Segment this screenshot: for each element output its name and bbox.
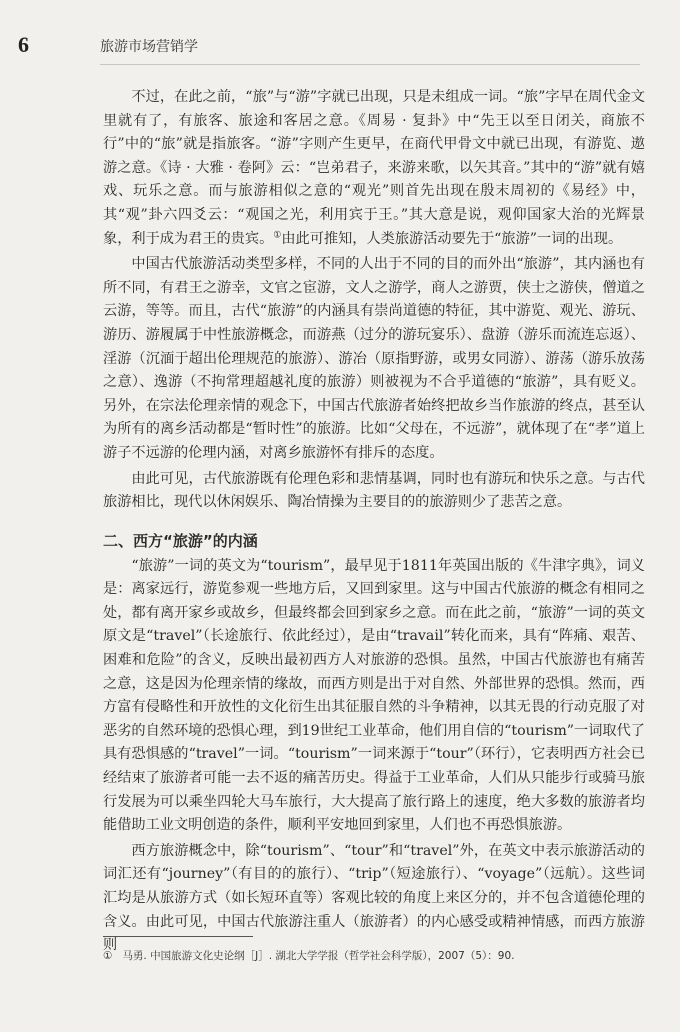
page-number: 6 (18, 32, 29, 57)
footnote-mark: ① (103, 950, 113, 962)
header-rule (100, 64, 640, 65)
body-text (103, 86, 645, 960)
footnote-ref[interactable]: ① (273, 229, 282, 240)
paragraph-1-text: 不过，在此之前，“旅”与“游”字就已出现，只是未组成一词。“旅”字早在周代金文里就有了，有旅客、旅途和客居之意。《周易 · 复卦》中“先王以至日闭关，商旅不行”中的“旅”就是指旅客。“游”字则产生更早，在商代甲骨文中就已出现，有游览、遨游之意。《诗 · 大雅 · 卷阿》云：“岂弟君子，来游来歌，以矢其音。”其中的“游”就有嬉戏、玩乐之意。而与旅游相似之意的“观光”则首先出现在殷末周初的《易经》中，其“观”卦六四爻云：“观国之光，利用宾于王。”其大意是说，观仰国家大治的光辉景象，利于成为君王的贵宾。 (103, 89, 645, 247)
section-title: 二、西方“旅游”的内涵 (103, 531, 258, 550)
paragraph-2: 中国古代旅游活动类型多样，不同的人出于不同的目的而外出“旅游”，其内涵也有所不同，有君王之游幸，文官之宦游，文人之游学，商人之游贾，侠士之游侠，僧道之云游，等等。而且，古代“旅游”的内涵具有崇尚道德的特征，其中游览、观光、游玩、游历、游履属于中性旅游概念，而游燕（过分的游玩宴乐）、盘游（游乐而流连忘返）、淫游（沉湎于超出伦理规范的旅游）、游冶（原指野游，或男女同游）、游荡（游乐放荡之意）、逸游（不拘常理超越礼度的旅游）则被视为不合乎道德的“旅游”，具有贬义。另外，在宗法伦理亲情的观念下，中国古代旅游者始终把故乡当作旅游的终点，甚至认为所有的离乡活动都是“暂时性”的旅游。比如“父母在，不远游”，就体现了在“孝”道上游子不远游的伦理内涵，对离乡旅游怀有排斥的态度。 (103, 256, 645, 461)
footnote-text: 马勇. 中国旅游文化史论纲［J］. 湖北大学学报（哲学社会科学版），2007（5）：90. (122, 950, 515, 962)
paragraph-1 (103, 86, 645, 251)
paragraph-1-tail: 由此可推知，人类旅游活动要先于“旅游”一词的出现。 (281, 230, 623, 247)
page-header (0, 0, 680, 80)
running-head: 旅游市场营销学 (100, 39, 198, 55)
paragraph-5: 西方旅游概念中，除“tourism”、“tour”和“travel”外，在英文中表示旅游活动的词汇还有“journey”（有目的的旅行）、“trip”（短途旅行）、“voyage”（远航）。这些词汇均是从旅游方式（如长短环直等）客观比较的角度上来区分的，并不包含道德伦理的含义。由此可见，中国古代旅游注重人（旅游者）的内心感受或精神情感，而西方旅游则 (103, 842, 645, 954)
paragraph-3: 由此可见，古代旅游既有伦理色彩和悲情基调，同时也有游玩和快乐之意。与古代旅游相比，现代以休闲娱乐、陶冶情操为主要目的的旅游则少了悲苦之意。 (103, 470, 645, 511)
footnote (103, 948, 643, 963)
footnote-rule (103, 936, 253, 937)
paragraph-4: “旅游”一词的英文为“tourism”，最早见于1811年英国出版的《牛津字典》，词义是：离家远行，游览参观一些地方后，又回到家里。这与中国古代旅游的概念有相同之处，都有离开家乡或故乡，但最终都会回到家乡之意。而在此之前，“旅游”一词的英文原文是“travel”（长途旅行、依此经过），是由“travail”转化而来，具有“阵痛、艰苦、困难和危险”的含义，反映出最初西方人对旅游的恐惧。虽然，中国古代旅游也有痛苦之意，这是因为伦理亲情的缘故，而西方则是出于对自然、外部世界的恐惧。然而，西方富有侵略性和开放性的文化衍生出其征服自然的斗争精神，以其无畏的行动克服了对恶劣的自然环境的恐惧心理，到19世纪工业革命，他们用自信的“tourism”一词取代了具有恐惧感的“travel”一词。“tourism”一词来源于“tour”（环行），它表明西方社会已经结束了旅游者可能一去不返的痛苦历史。得益于工业革命，人们从只能步行或骑马旅行发展为可以乘坐四轮大马车旅行，大大提高了旅行路上的速度，绝大多数的旅游者均能借助工业文明创造的条件，顺利平安地回到家里，人们也不再恐惧旅游。 (103, 557, 645, 834)
